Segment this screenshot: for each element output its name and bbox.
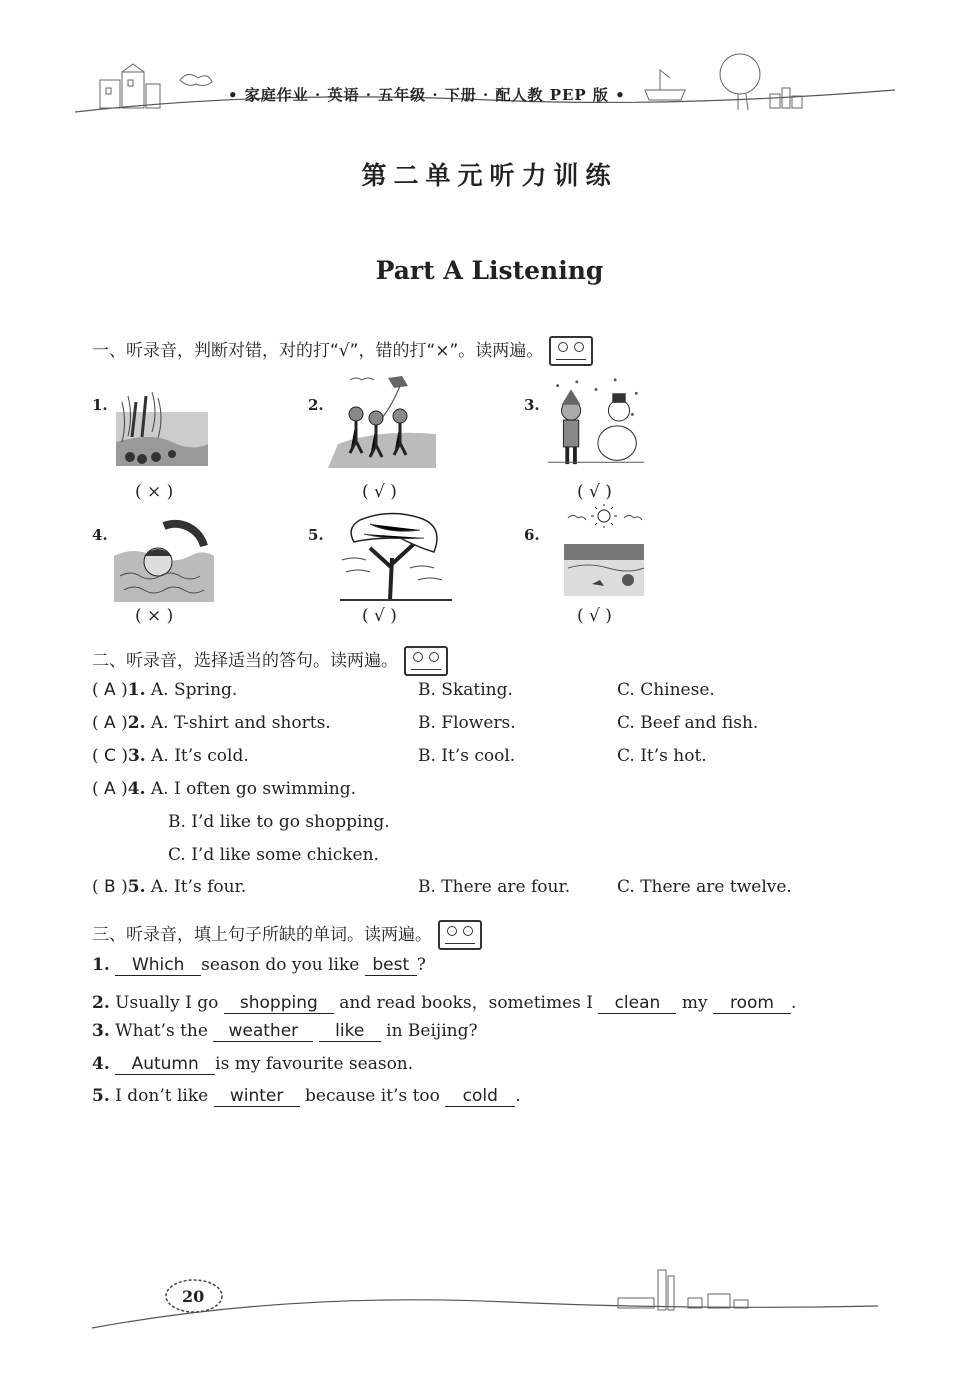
cassette-tape-icon [438, 920, 482, 950]
option-b: B. Flowers. [418, 713, 516, 733]
sentence-2 [92, 988, 796, 1014]
kite-children-icon [328, 374, 436, 468]
picture-number: 5. [308, 526, 324, 544]
cassette-tape-icon [404, 646, 448, 676]
chosen-answer: A [104, 680, 116, 700]
sentence-number: 2. [92, 993, 110, 1013]
blank-word: best [365, 955, 417, 976]
sentence-text: season do you like [201, 955, 360, 975]
picture-number: 3. [524, 396, 540, 414]
answer-5: ( √ ) [362, 606, 397, 626]
blank-word: cold [445, 1086, 515, 1107]
section2-title-text: 二、听录音，选择适当的答句。读两遍。 [92, 651, 398, 671]
sentence-3 [92, 1021, 478, 1042]
blank-word: like [319, 1021, 381, 1042]
blank-word: weather [213, 1021, 313, 1042]
chosen-answer: C [104, 746, 116, 766]
question-row: ( B )5. A. It’s four. [92, 877, 247, 897]
section2-title [92, 646, 448, 676]
tree-river-icon [112, 382, 212, 474]
sentence-text: and read books，sometimes I [339, 993, 594, 1013]
blank-word: clean [598, 993, 676, 1014]
sentence-text: . [790, 993, 797, 1013]
option-c: C. Chinese. [617, 680, 715, 700]
picture-number: 4. [92, 526, 108, 544]
answer-4: ( × ) [135, 606, 174, 626]
question-number: 5. [127, 877, 146, 897]
sentence-number: 1. [92, 955, 110, 975]
windy-tree-icon [340, 508, 452, 604]
answer-1: ( × ) [135, 482, 174, 502]
blank-word: shopping [224, 993, 334, 1014]
option-b: B. Skating. [418, 680, 513, 700]
option-b: B. It’s cool. [418, 746, 516, 766]
question-row: ( A )2. A. T-shirt and shorts. [92, 713, 331, 733]
sentence-text: because it’s too [305, 1086, 440, 1106]
option-a: A. It’s cold. [151, 746, 249, 766]
question-row: ( A )1. A. Spring. [92, 680, 238, 700]
option-b: B. I’d like to go shopping. [168, 812, 390, 832]
answer-6: ( √ ) [577, 606, 612, 626]
sentence-number: 3. [92, 1021, 110, 1041]
picture-number: 1. [92, 396, 108, 414]
option-a: A. T-shirt and shorts. [150, 713, 331, 733]
option-a: A. I often go swimming. [150, 779, 357, 799]
snowman-icon [546, 376, 646, 468]
question-row: ( C )3. A. It’s cold. [92, 746, 249, 766]
picture-number: 6. [524, 526, 540, 544]
picture-number: 2. [308, 396, 324, 414]
blank-word: room [713, 993, 791, 1014]
page-number: 20 [182, 1287, 205, 1306]
option-c: C. Beef and fish. [617, 713, 759, 733]
footer-decoration [88, 1262, 888, 1334]
section1-title-text: 一、听录音，判断对错，对的打“√”，错的打“×”。读两遍。 [92, 341, 544, 361]
sentence-text: . [515, 1086, 521, 1106]
option-b: B. There are four. [418, 877, 571, 897]
question-number: 2. [127, 713, 146, 733]
sentence-1 [92, 955, 426, 976]
option-c: C. It’s hot. [617, 746, 707, 766]
blank-word: Which [115, 955, 201, 976]
question-number: 3. [127, 746, 146, 766]
option-a: A. Spring. [150, 680, 238, 700]
chosen-answer: A [104, 779, 116, 799]
section3-title-text: 三、听录音，填上句子所缺的单词。读两遍。 [92, 925, 432, 945]
sentence-text: Usually I go [115, 993, 219, 1013]
sentence-text: my [681, 993, 708, 1013]
sentence-number: 4. [92, 1054, 110, 1074]
chosen-answer: A [104, 713, 116, 733]
swimming-icon [114, 516, 214, 608]
section3-title [92, 920, 482, 950]
option-c: C. I’d like some chicken. [168, 845, 379, 865]
sentence-5 [92, 1086, 521, 1107]
part-title: Part A Listening [375, 256, 604, 285]
answer-2: ( √ ) [362, 482, 397, 502]
blank-word: winter [214, 1086, 300, 1107]
question-row: ( A )4. A. I often go swimming. [92, 779, 357, 799]
answer-3: ( √ ) [577, 482, 612, 502]
chosen-answer: B [104, 877, 116, 897]
sentence-text: What’s the [115, 1021, 208, 1041]
blank-word: Autumn [115, 1054, 215, 1075]
sunny-beach-icon [562, 504, 646, 600]
option-c: C. There are twelve. [617, 877, 792, 897]
question-number: 4. [127, 779, 146, 799]
sentence-text: ? [416, 955, 426, 975]
header-title: • 家庭作业 · 英语 · 五年级 · 下册 · 配人教 PEP 版 • [228, 86, 626, 104]
sentence-4 [92, 1054, 413, 1075]
option-a: A. It’s four. [150, 877, 247, 897]
section1-title [92, 336, 593, 366]
sentence-number: 5. [92, 1086, 110, 1106]
question-number: 1. [127, 680, 146, 700]
sentence-text: I don’t like [115, 1086, 209, 1106]
cassette-tape-icon [549, 336, 593, 366]
sentence-text: in Beijing? [386, 1021, 478, 1041]
sentence-text: is my favourite season. [215, 1054, 414, 1074]
unit-title: 第二单元听力训练 [361, 161, 618, 190]
